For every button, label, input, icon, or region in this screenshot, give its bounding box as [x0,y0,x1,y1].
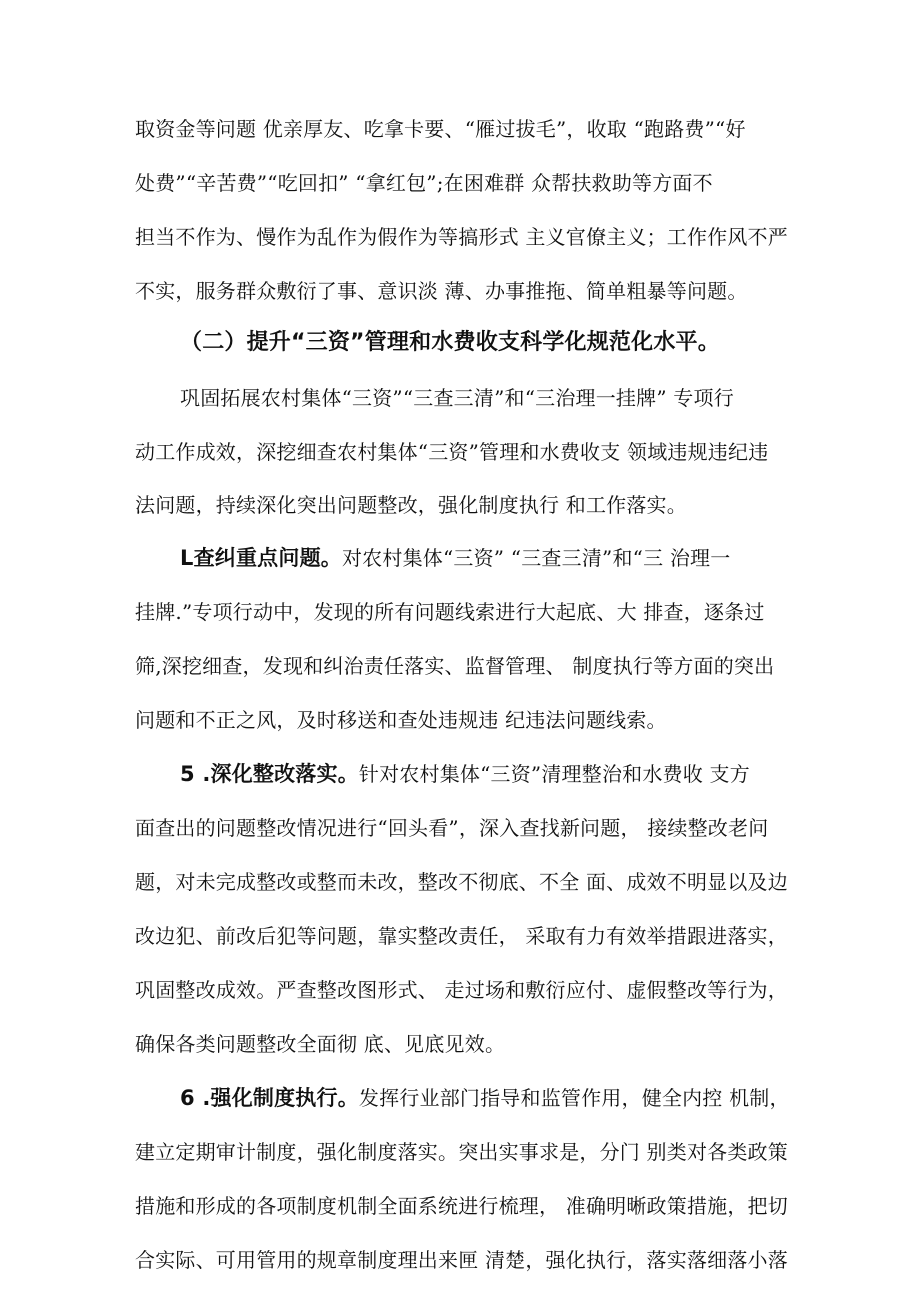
body-line: 措施和形成的各项制度机制全面系统进行梳理， 准确明晰政策措施，把切 [135,1194,788,1218]
item-first-line [180,545,795,571]
body-line: 取资金等问题 优亲厚友、吃拿卡要、“雁过拔毛”，收取 “跑路费”“好 [135,117,746,141]
body-line: 处费”“辛苦费”“吃回扣” “拿红包”;在困难群 众帮扶救助等方面不 [135,171,713,195]
item-first-line [180,1085,795,1111]
item-lead: 6 .强化制度执行。 [180,1086,359,1110]
body-line: 不实，服务群众敷衍了事、意识淡 薄、办事推拖、简单粗暴等问题。 [135,279,748,303]
body-line: 挂牌.”专项行动中，发现的所有问题线索进行大起底、大 排查，逐条过 [135,600,765,624]
item-text: 针对农村集体“三资”清理整治和水费收 支方 [358,762,750,786]
item-text: 发挥行业部门指导和监管作用，健全内控 机制， [358,1086,790,1110]
body-line: 问题和不正之风，及时移送和查处违规违 纪违法问题线索。 [135,708,667,732]
item-first-line [180,761,795,787]
body-line: 筛,深挖细查，发现和纠治责任落实、监督管理、 制度执行等方面的突出 [135,654,775,678]
body-line: 动工作成效，深挖细查农村集体“三资”管理和水费收支 领域违规违纪违 [135,440,769,464]
item-text: 对农村集体“三资” “三查三清”和“三 治理一 [341,546,731,570]
section-heading: （二）提升“三资”管理和水费收支科学化规范化水平。 [180,330,720,355]
item-lead: L查纠重点问题。 [180,546,342,570]
body-line: 巩固拓展农村集体“三资”“三查三清”和“三治理一挂牌” 专项行 [180,386,734,410]
body-line: 合实际、可用管用的规章制度理出来匣 清楚，强化执行，落实落细落小落 [135,1248,788,1272]
body-line: 巩固整改成效。严查整改图形式、 走过场和敷衍应付、虚假整改等行为， [135,978,788,1002]
body-line: 确保各类问题整改全面彻 底、见底见效。 [135,1032,506,1056]
body-line: 改边犯、前改后犯等问题，靠实整改责任， 采取有力有效举措跟进落实， [135,924,788,948]
item-lead: 5 .深化整改落实。 [180,762,359,786]
body-line: 法问题，持续深化突出问题整改，强化制度执行 和工作落实。 [135,493,687,517]
body-line: 面查出的问题整改情况进行“回头看”，深入查找新问题， 接续整改老问 [135,816,769,840]
body-line: 担当不作为、慢作为乱作为假作为等搞形式 主义官僚主义；工作作风不严 [135,225,788,249]
body-line: 建立定期审计制度，强化制度落实。突出实事求是，分门 别类对各类政策 [135,1140,788,1164]
body-line: 题，对未完成整改或整而未改，整改不彻底、不全 面、成效不明显以及边 [135,870,788,894]
